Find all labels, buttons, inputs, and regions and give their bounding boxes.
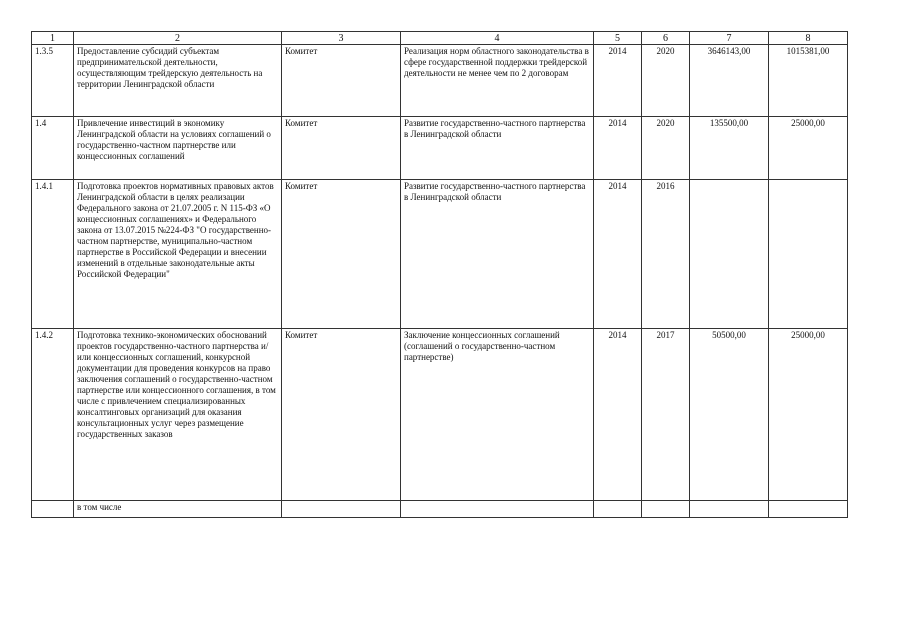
item-amount: [769, 180, 848, 329]
table-row: [32, 45, 848, 117]
item-start-year: 2014: [594, 117, 642, 180]
subtotal-start-year: [594, 501, 642, 518]
item-end-year: 2017: [642, 329, 690, 501]
table-row: [32, 329, 848, 501]
col-header-6: 6: [642, 32, 690, 45]
item-total: 3646143,00: [690, 45, 769, 117]
item-executor: Комитет: [282, 329, 401, 501]
column-number-row: [32, 32, 848, 45]
col-header-4: 4: [401, 32, 594, 45]
item-name: Подготовка технико-экономических обоснований проектов государственно-частного партнерства и/или концессионных соглашений, конкурсной документации для проведения конкурсов на право заключения соглашений о государственно-частном партнерстве или концессионного соглашения, в том числе с привлечением специализированных консалтинговых организаций для оказания консультационных услуг через размещение государственных заказов: [74, 329, 282, 501]
subtotal-number: [32, 501, 74, 518]
item-executor: Комитет: [282, 45, 401, 117]
subtotal-end-year: [642, 501, 690, 518]
item-name: Подготовка проектов нормативных правовых актов Ленинградской области в целях реализации Федерального закона от 21.07.2005 г. N 115-ФЗ «О концессионных соглашениях» и Федерального закона от 13.07.2015 №224-ФЗ "О государственно-частном партнерстве, муниципально-частном партнерстве в Российской Федерации и внесении изменений в отдельные законодательные акты Российской Федерации": [74, 180, 282, 329]
item-total: [690, 180, 769, 329]
subtotal-amount: [769, 501, 848, 518]
item-start-year: 2014: [594, 329, 642, 501]
item-amount: 25000,00: [769, 117, 848, 180]
item-amount: 1015381,00: [769, 45, 848, 117]
item-end-year: 2020: [642, 45, 690, 117]
col-header-8: 8: [769, 32, 848, 45]
item-number: 1.4.2: [32, 329, 74, 501]
item-result: Заключение концессионных соглашений (соглашений о государственно-частном партнерстве): [401, 329, 594, 501]
subtotal-label: в том числе: [74, 501, 282, 518]
table-row: [32, 180, 848, 329]
item-end-year: 2016: [642, 180, 690, 329]
item-total: 50500,00: [690, 329, 769, 501]
item-number: 1.3.5: [32, 45, 74, 117]
program-table: [31, 31, 848, 518]
item-total: 135500,00: [690, 117, 769, 180]
item-name: Предоставление субсидий субъектам предпринимательской деятельности, осуществляющим трейдерскую деятельность на территории Ленинградской области: [74, 45, 282, 117]
subtotal-total: [690, 501, 769, 518]
item-amount: 25000,00: [769, 329, 848, 501]
item-result: Развитие государственно-частного партнерства в Ленинградской области: [401, 180, 594, 329]
col-header-7: 7: [690, 32, 769, 45]
table-row: [32, 117, 848, 180]
item-result: Реализация норм областного законодательства в сфере государственной поддержки трейдерской деятельности не менее чем по 2 договорам: [401, 45, 594, 117]
col-header-2: 2: [74, 32, 282, 45]
item-number: 1.4.1: [32, 180, 74, 329]
subtotal-result: [401, 501, 594, 518]
col-header-5: 5: [594, 32, 642, 45]
item-result: Развитие государственно-частного партнерства в Ленинградской области: [401, 117, 594, 180]
item-start-year: 2014: [594, 45, 642, 117]
subtotal-executor: [282, 501, 401, 518]
item-start-year: 2014: [594, 180, 642, 329]
col-header-3: 3: [282, 32, 401, 45]
item-name: Привлечение инвестиций в экономику Ленинградской области на условиях соглашений о государственно-частном партнерстве или концессионных соглашений: [74, 117, 282, 180]
item-executor: Комитет: [282, 180, 401, 329]
item-end-year: 2020: [642, 117, 690, 180]
col-header-1: 1: [32, 32, 74, 45]
item-number: 1.4: [32, 117, 74, 180]
subtotal-row: [32, 501, 848, 518]
item-executor: Комитет: [282, 117, 401, 180]
